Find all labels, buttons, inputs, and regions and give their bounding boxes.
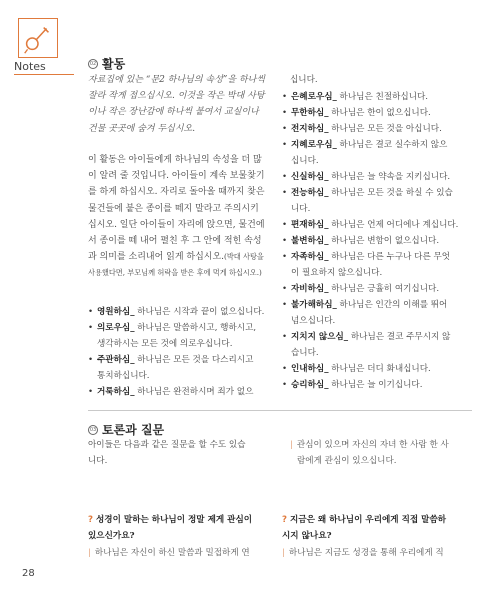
list-item: • 전지하심_ 하나님은 모든 것을 아십니다. [282,121,478,137]
right-column-top-line: 십니다. [290,75,318,85]
section-number-icon: 03 [89,427,97,433]
list-item: 통치하십니다. [97,371,150,381]
list-item: 이 필요하지 않으십니다. [291,268,383,278]
attribute-list-right [282,89,478,393]
sidebar-divider [14,74,74,75]
list-item: • 의로우심_ 하나님은 말씀하시고, 행하시고, [88,320,278,336]
list-item: • 불가해하심_ 하나님은 인간의 이해를 뛰어 [282,297,478,313]
list-item: • 무한하심_ 하나님은 한이 없으십니다. [282,105,478,121]
list-item: • 지혜로우심_ 하나님은 결코 실수하지 않으 [282,137,478,153]
list-item: • 승리하심_ 하나님은 늘 이기십니다. [282,377,478,393]
sidebar-notes-label: Notes [14,60,46,73]
answer-2: | 하나님은 지금도 성경을 통해 우리에게 직 [282,548,444,558]
list-item: • 거룩하심_ 하나님은 완전하시며 죄가 없으 [88,384,278,400]
answer-1: | 하나님은 자신이 하신 말씀과 밀접하게 연 [88,548,250,558]
discussion-intro: 아이들은 다음과 같은 질문을 할 수도 있습 니다. [88,440,246,466]
list-item: • 전능하심_ 하나님은 모든 것을 하실 수 있습 [282,185,478,201]
section-title-activity: 활동 [102,57,126,71]
discussion-answer-continuation: | 관심이 있으며 자신의 자녀 한 사람 한 사 람에게 관심이 있으십니다. [290,440,449,466]
section-number-icon: 02 [89,61,97,67]
list-item: • 편재하심_ 하나님은 언제 어디에나 계십니다. [282,217,478,233]
activity-body: 이 활동은 아이들에게 하나님의 속성을 더 많 이 알려 줄 것입니다. 아이들이 계속 보물찾기 를 하게 하십시오. 자리로 돌아올 때까지 찾은 물건들에 붙은 종이를 떼지 말라고 주의시키 십시오. 일단 아이들이 자리에 앉으면, 물건에 서 종이를 떼 내어 펼친 후 그 안에 적힌 속성 과 의미를 소리내어 읽게 하십시오.(박대 사탕을 사용했다면, 부모님께 허락을 받은 후에 먹게 하십시오.) [88,155,265,278]
list-item: 습니다. [291,348,319,358]
list-item: • 은혜로우심_ 하나님은 친절하십니다. [282,89,478,105]
list-item: • 영원하심_ 하나님은 시작과 끝이 없으십니다. [88,304,278,320]
list-item: • 인내하심_ 하나님은 더디 화내십니다. [282,361,478,377]
list-item: 십니다. [291,156,319,166]
question-1: ? 성경이 말하는 하나님이 정말 제게 관심이 있으신가요? [88,515,253,541]
list-item: 넘으십니다. [291,316,336,326]
section-title-discussion: 토론과 질문 [102,423,165,437]
list-item: • 불변하심_ 하나님은 변함이 없으십니다. [282,233,478,249]
list-item: • 지치지 않으심_ 하나님은 결코 주무시지 않 [282,329,478,345]
list-item: • 자족하심_ 하나님은 다른 누구나 다른 무엇 [282,249,478,265]
attribute-list-left [88,304,278,400]
list-item: • 신실하심_ 하나님은 늘 약속을 지키십니다. [282,169,478,185]
question-2: ? 지금은 왜 하나님이 우리에게 직접 말씀하 시지 않나요? [282,515,447,541]
list-item: • 주관하심_ 하나님은 모든 것을 다스리시고 [88,352,278,368]
list-item: 니다. [291,204,311,214]
section-divider [88,410,472,411]
list-item: • 자비하심_ 하나님은 긍휼히 여기십니다. [282,281,478,297]
list-item: 생각하시는 모든 것에 의로우십니다. [97,339,233,349]
page-number: 28 [22,568,35,579]
logo-icon [18,18,58,58]
activity-intro: 자료집에 있는 “문2 하나님의 속성”을 하나씩 잘라 작게 접으십시오. 이것을 작은 박대 사탕 이나 작은 장난감에 하나씩 붙여서 교실이나 건물 곳곳에 숨겨 두십시오. [88,75,266,134]
